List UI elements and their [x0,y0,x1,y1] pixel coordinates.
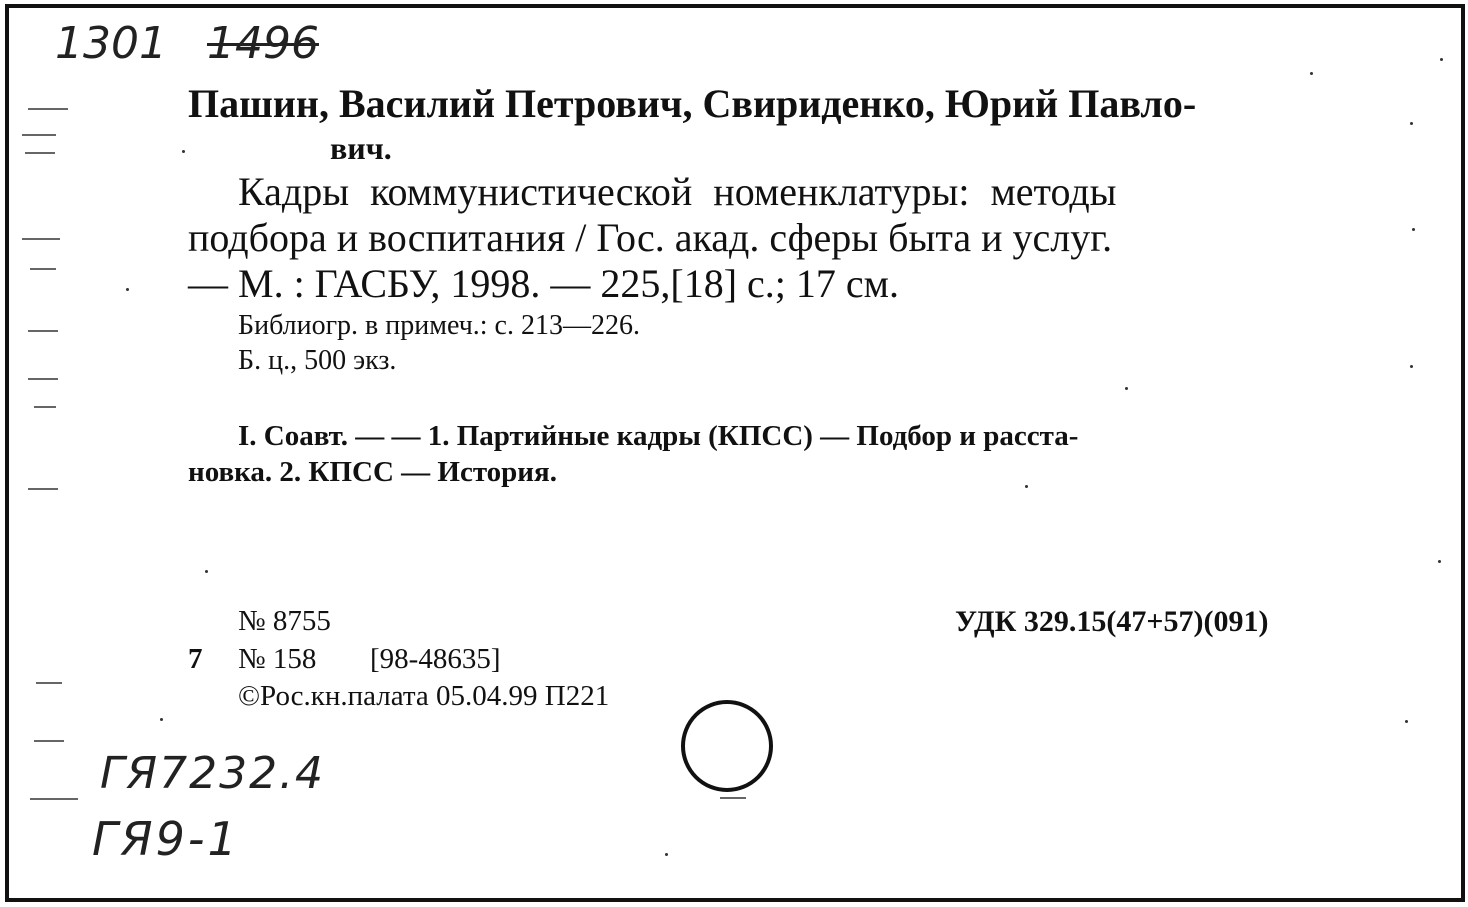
record-number: № 8755 [238,605,331,637]
bibliography-note: Библиогр. в примеч.: с. 213—226. [238,310,640,341]
punch-circle [681,700,773,792]
handwritten-shelfmark-1: ГЯ7232.4 [100,748,326,799]
handwritten-struck-code: 1496 [206,18,319,69]
udc-code: УДК 329.15(47+57)(091) [955,605,1269,638]
title-line-1: Кадры коммунистической номенклатуры: методы [238,169,1117,214]
handwritten-code-value: 1301 [55,18,167,69]
author-line-2: вич. [330,130,392,166]
author-line-1: Пашин, Василий Петрович, Свириденко, Юрий Павло- [188,81,1197,126]
price-note: Б. ц., 500 экз. [238,345,397,376]
bracket-number: [98-48635] [370,643,501,675]
title-line-2: подбора и воспитания / Гос. акад. сферы быта и услуг. [188,215,1113,260]
second-number: № 158 [238,643,317,675]
handwritten-code [55,18,319,69]
handwritten-shelfmark-2: ГЯ9-1 [92,812,240,866]
title-line-3: — М. : ГАСБУ, 1998. — 225,[18] с.; 17 см. [188,261,899,306]
subjects-line-2: новка. 2. КПСС — История. [188,456,557,488]
book-chamber-line: ©Рос.кн.палата 05.04.99 П221 [238,680,610,712]
subjects-line-1: I. Соавт. — — 1. Партийные кадры (КПСС) — Подбор и расста- [238,420,1079,452]
line-number: 7 [188,643,203,675]
